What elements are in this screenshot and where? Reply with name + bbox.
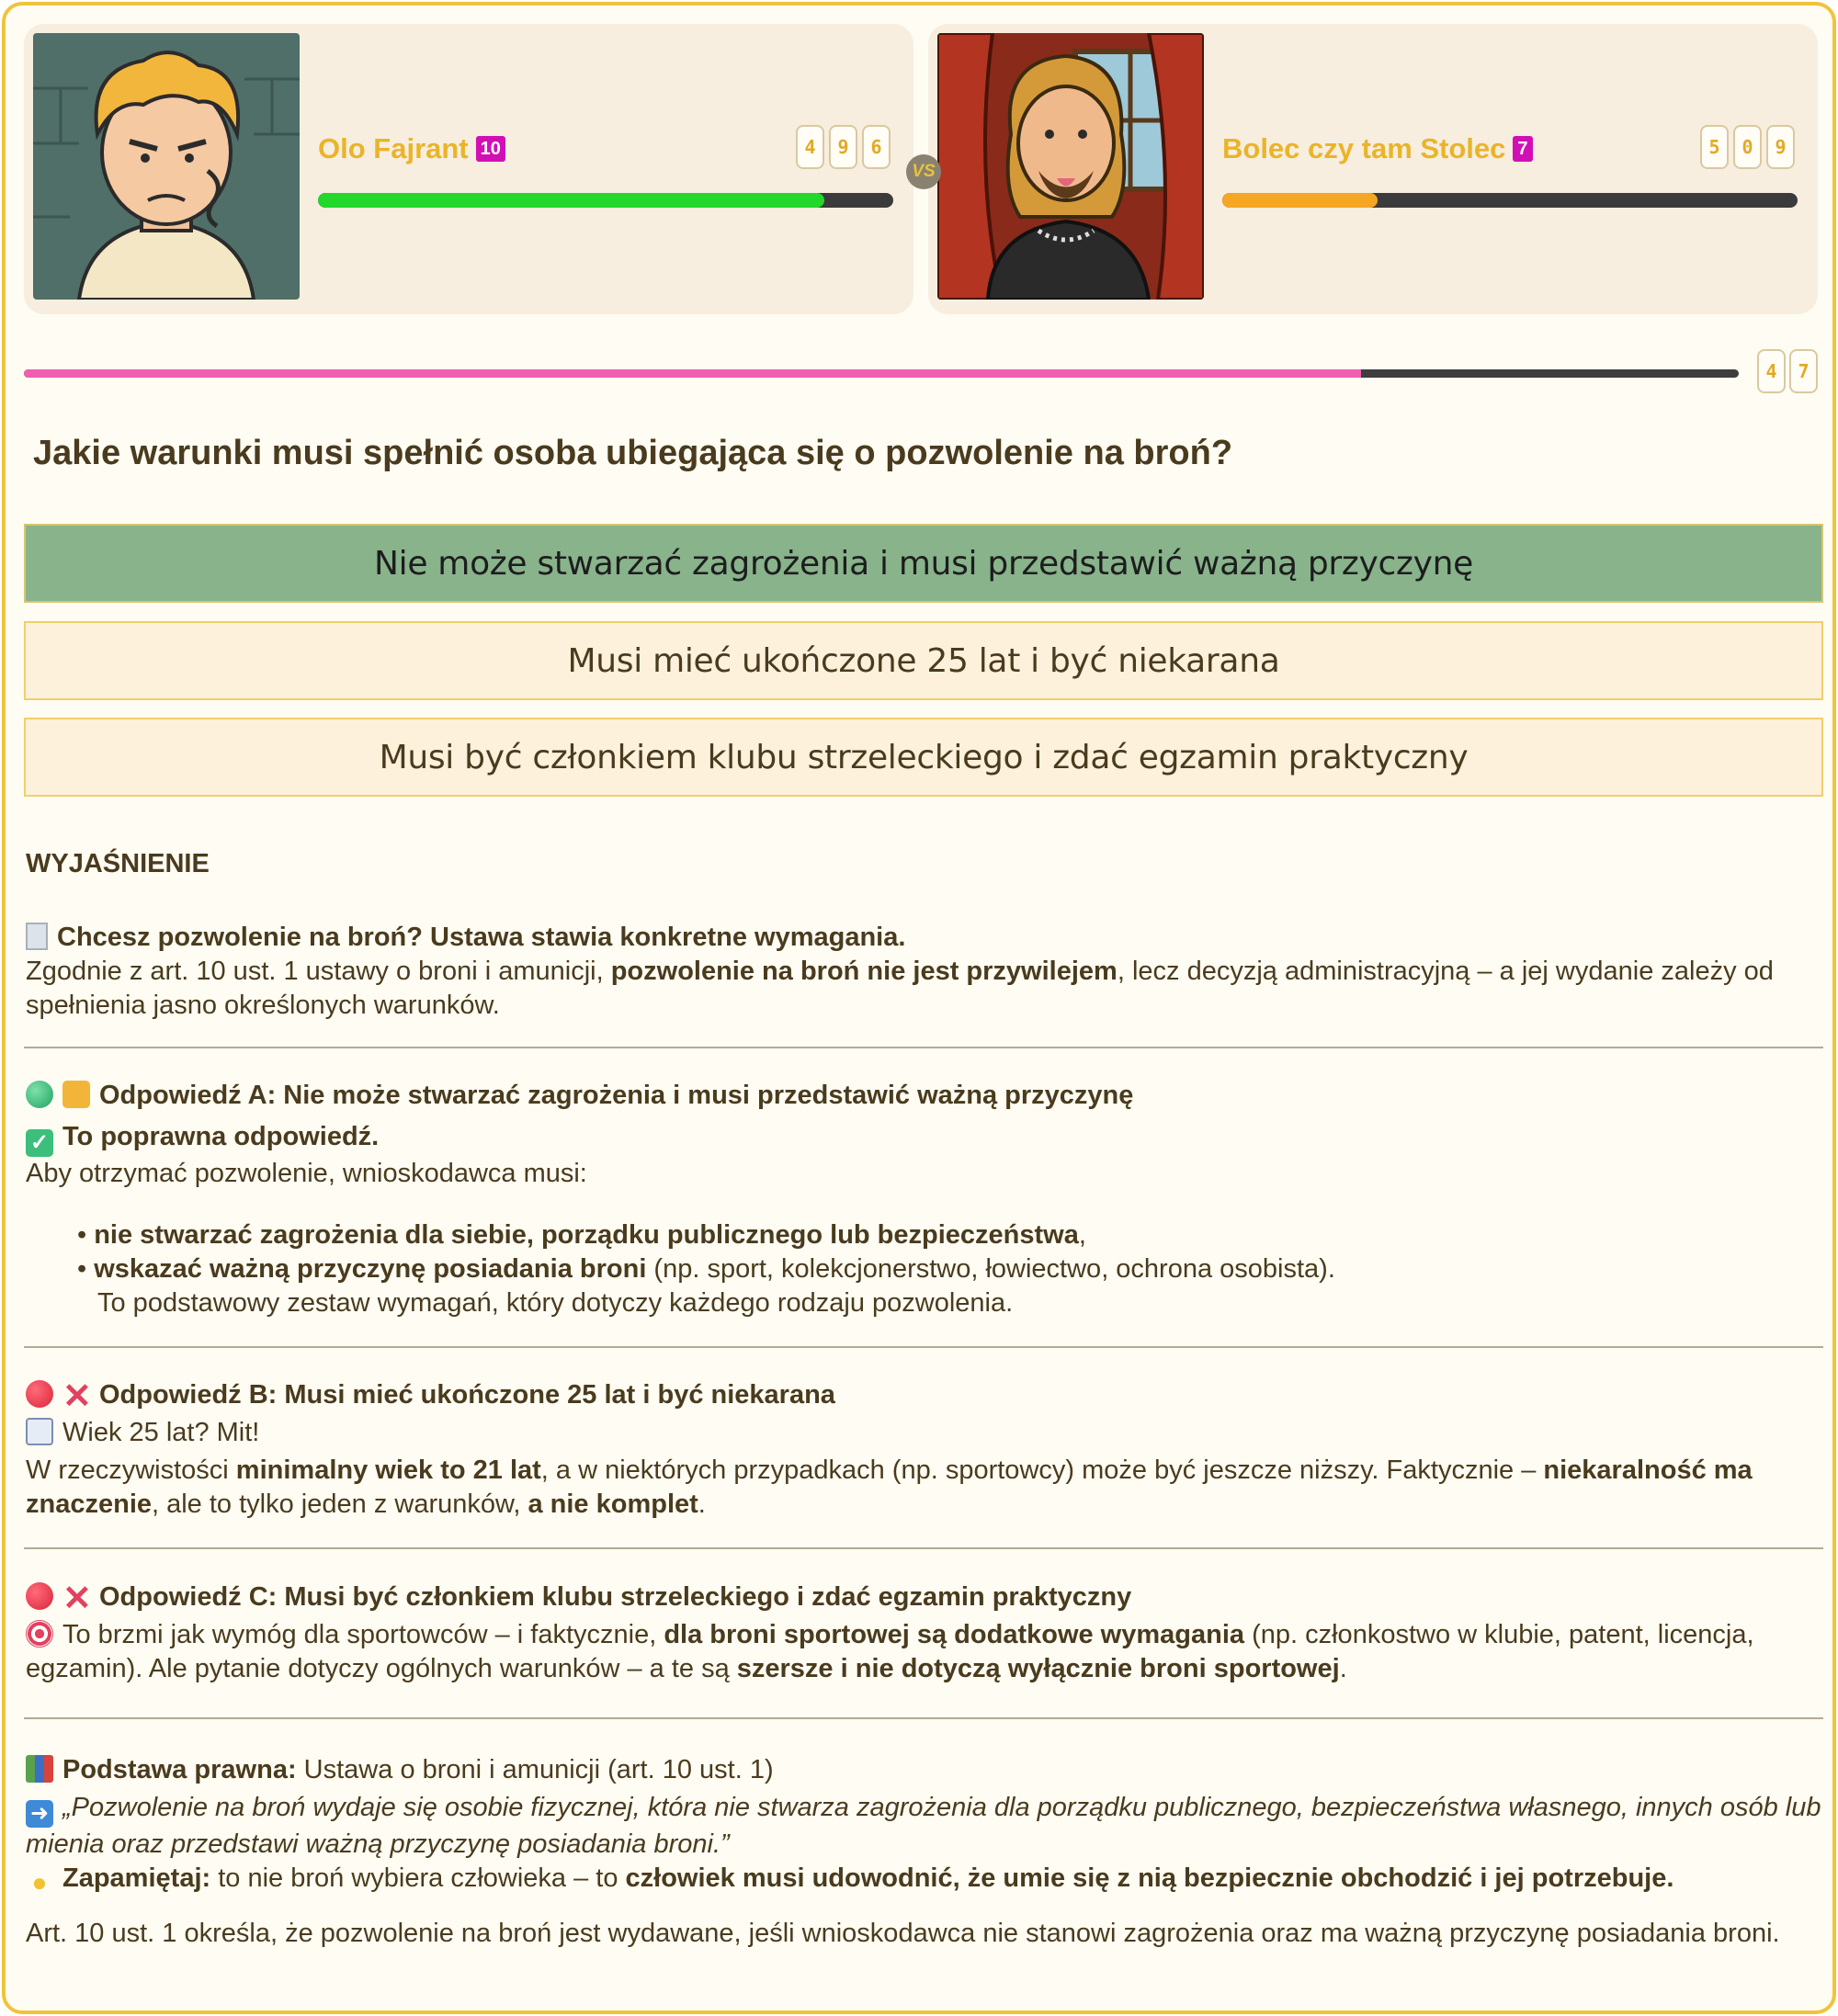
red-circle-icon (26, 1380, 53, 1408)
score-digit: 0 (1733, 125, 1762, 169)
answer-c-bold: dla broni sportowej są dodatkowe wymagania (664, 1620, 1245, 1649)
player-avatar-left (33, 33, 300, 300)
remember-label: Zapamiętaj: (62, 1863, 211, 1893)
answer-c-text: . (1339, 1654, 1347, 1683)
player-card-right (928, 24, 1818, 314)
calendar-icon (26, 1418, 53, 1445)
cross-mark-icon: ✕ (62, 1377, 92, 1416)
health-bar-left (318, 193, 893, 208)
green-circle-icon (26, 1081, 53, 1108)
answer-a-list (26, 1218, 1827, 1286)
health-bar-right-fill (1222, 193, 1378, 208)
legal-basis-text: Ustawa o broni i amunicji (art. 10 ust. 1) (296, 1755, 774, 1784)
answer-a-lead: Aby otrzymać pozwolenie, wnioskodawca musi: (26, 1159, 587, 1188)
answer-b-bold: a nie komplet (528, 1489, 698, 1519)
bullet-1-end: , (1078, 1220, 1086, 1250)
quiz-frame (2, 2, 1836, 2014)
answer-a-verdict: To poprawna odpowiedź. (62, 1122, 380, 1151)
answer-b-hook: Wiek 25 lat? Mit! (62, 1418, 260, 1447)
player-name-left-text: Olo Fajrant (318, 132, 469, 164)
question-text: Jakie warunki musi spełnić osoba ubiegająca się o pozwolenie na broń? (33, 434, 1233, 472)
divider (24, 1047, 1823, 1048)
explanation-intro (26, 921, 1827, 1023)
explanation-legal (26, 1753, 1827, 1951)
right-arrow-icon: ➜ (26, 1800, 53, 1828)
score-digit: 6 (862, 125, 891, 169)
timer-countdown (1757, 349, 1818, 393)
timer-digit: 4 (1757, 349, 1786, 393)
player-score-left (796, 125, 891, 169)
intro-title: Chcesz pozwolenie na broń? Ustawa stawia konkretne wymagania. (57, 923, 906, 952)
red-circle-icon (26, 1582, 53, 1610)
answer-b-bold: niekaralność ma znaczenie (26, 1455, 1753, 1519)
bullet-1-bold: nie stwarzać zagrożenia dla siebie, porządku publicznego lub bezpieczeństwa (94, 1220, 1079, 1250)
timer-bar (24, 369, 1739, 378)
list-item (77, 1218, 1827, 1252)
timer-bar-fill (24, 369, 1361, 378)
player-score-right (1700, 125, 1795, 169)
check-mark-icon: ✓ (26, 1129, 53, 1157)
score-digit: 9 (1766, 125, 1795, 169)
legal-summary: Art. 10 ust. 1 określa, że pozwolenie na broń jest wydawane, jeśli wnioskodawca nie stanowi zagrożenia oraz ma ważną przyczynę posiadania broni. (26, 1919, 1780, 1948)
explanation-answer-c (26, 1580, 1827, 1686)
answer-option-b[interactable]: Musi mieć ukończone 25 lat i być niekarana (24, 621, 1823, 700)
player-name-right (1222, 132, 1533, 165)
answer-b-text: , ale to tylko jeden z warunków, (152, 1489, 528, 1519)
answer-c-text: (np. członkostwo w klubie, patent, licencja, egzamin). Ale pytanie dotyczy ogólnych warunków – a te są (26, 1620, 1754, 1683)
explanation-answer-a (26, 1079, 1827, 1320)
score-digit: 9 (829, 125, 857, 169)
answer-a-closing: To podstawowy zestaw wymagań, który dotyczy każdego rodzaju pozwolenia. (97, 1288, 1014, 1318)
answer-a-title: Odpowiedź A: Nie może stwarzać zagrożenia i musi przedstawić ważną przyczynę (99, 1081, 1134, 1110)
bullet-2-text: (np. sport, kolekcjonerstwo, łowiectwo, ochrona osobista). (646, 1254, 1335, 1284)
player-level-badge-right: 7 (1513, 136, 1532, 162)
player-level-badge-left: 10 (476, 136, 505, 162)
timer-digit: 7 (1789, 349, 1818, 393)
bullet-2-bold: wskazać ważną przyczynę posiadania broni (94, 1254, 647, 1284)
divider (24, 1547, 1823, 1549)
player-avatar-right (937, 33, 1204, 300)
intro-text: Zgodnie z art. 10 ust. 1 ustawy o broni i amunicji, (26, 957, 604, 986)
legal-quote: „Pozwolenie na broń wydaje się osobie fizycznej, która nie stwarza zagrożenia dla porządku publicznego, bezpieczeństwa własnego, innych osób lub mienia oraz przedstawi ważną przyczynę posiadania broni.” (26, 1793, 1821, 1859)
light-bulb-icon: ● (31, 1868, 48, 1897)
cross-mark-icon: ✕ (62, 1580, 92, 1618)
answer-c-title: Odpowiedź C: Musi być członkiem klubu strzeleckiego i zdać egzamin praktyczny (99, 1582, 1132, 1612)
document-icon (26, 923, 48, 950)
intro-bold: pozwolenie na broń nie jest przywilejem (610, 957, 1118, 986)
score-digit: 4 (796, 125, 824, 169)
explanation-answer-b (26, 1378, 1827, 1522)
answer-b-bold: minimalny wiek to 21 lat (235, 1455, 541, 1485)
vs-badge: VS (906, 154, 941, 189)
divider (24, 1717, 1823, 1719)
answer-c-text: To brzmi jak wymóg dla sportowców – i faktycznie, (62, 1620, 664, 1649)
intro-text-end: , lecz decyzją administracyjną – a jej wydanie zależy od spełnienia jasno określonych warunków. (26, 957, 1774, 1020)
answer-option-c[interactable]: Musi być członkiem klubu strzeleckiego i zdać egzamin praktyczny (24, 718, 1823, 797)
answer-option-a[interactable]: Nie może stwarzać zagrożenia i musi przedstawić ważną przyczynę (24, 524, 1823, 603)
answer-b-title: Odpowiedź B: Musi mieć ukończone 25 lat i być niekarana (99, 1380, 835, 1410)
health-bar-left-fill (318, 193, 824, 208)
score-digit: 5 (1700, 125, 1729, 169)
player-name-left (318, 132, 505, 165)
explanation-heading: WYJAŚNIENIE (26, 849, 210, 878)
answer-c-bold: szersze i nie dotyczą wyłącznie broni sportowej (736, 1654, 1340, 1683)
books-icon (26, 1755, 53, 1783)
answer-b-text: , a w niektórych przypadkach (np. sportowcy) może być jeszcze niższy. Faktycznie – (540, 1455, 1544, 1485)
lock-icon (62, 1081, 90, 1108)
legal-basis-label: Podstawa prawna: (62, 1755, 297, 1784)
remember-bold: człowiek musi udowodnić, że umie się z nią bezpiecznie obchodzić i jej potrzebuje. (625, 1863, 1674, 1893)
divider (24, 1346, 1823, 1348)
health-bar-right (1222, 193, 1798, 208)
list-item (77, 1252, 1827, 1286)
player-card-left (24, 24, 913, 314)
player-name-right-text: Bolec czy tam Stolec (1222, 132, 1506, 164)
answer-b-text: . (698, 1489, 706, 1519)
remember-text: to nie broń wybiera człowieka – to (210, 1863, 626, 1893)
answer-b-text: W rzeczywistości (26, 1455, 236, 1485)
target-icon (26, 1620, 53, 1648)
